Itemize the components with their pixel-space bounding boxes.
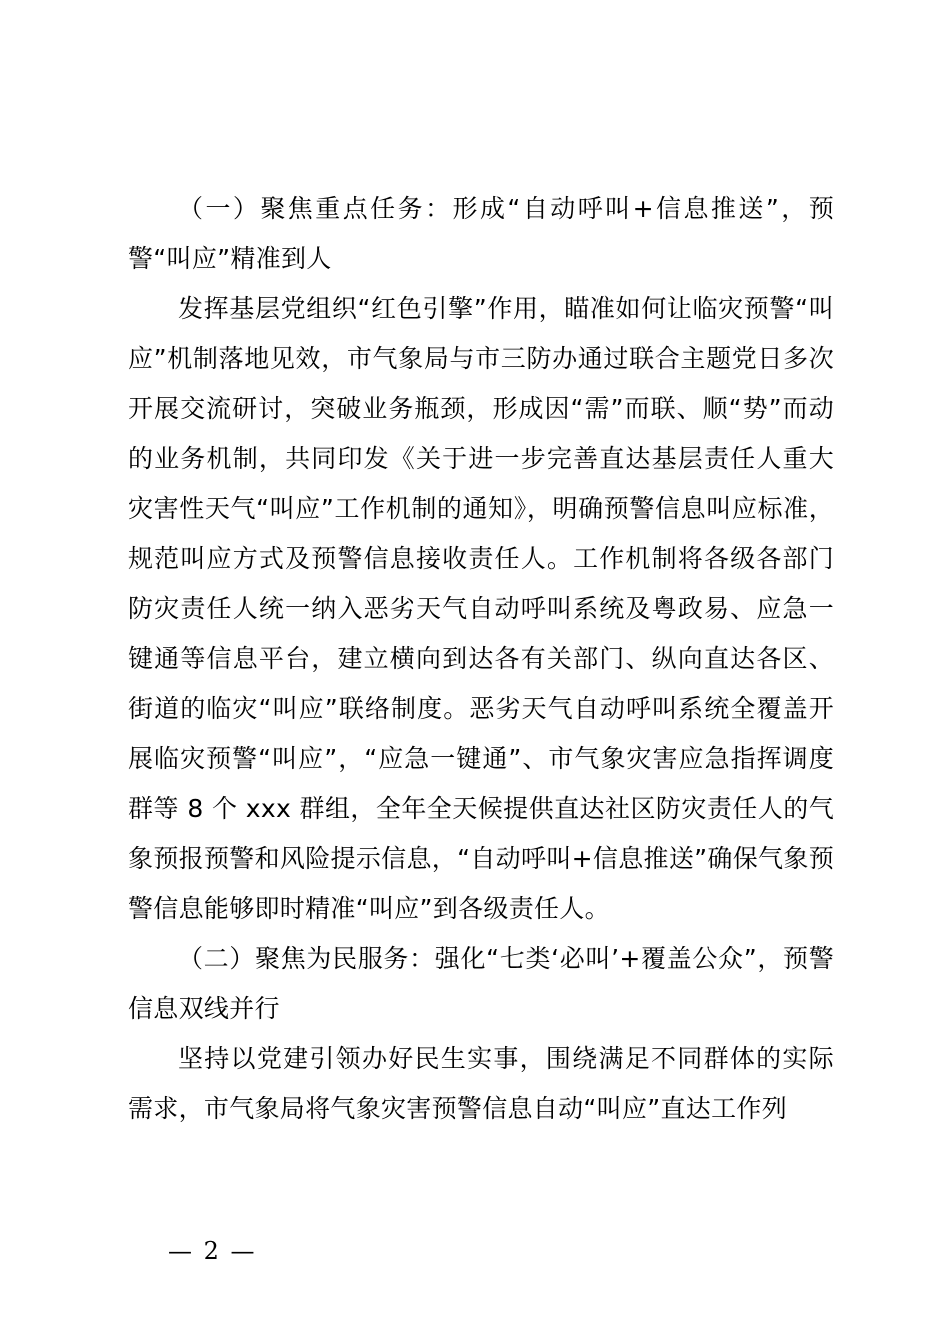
section-heading-2: （二）聚焦为民服务：强化“七类‘必叫’+覆盖公众”，预警信息双线并行 [128, 944, 834, 1023]
section-heading-1: （一）聚焦重点任务：形成“自动呼叫+信息推送”，预警“叫应”精准到人 [128, 194, 834, 273]
body-paragraph-1: 发挥基层党组织“红色引擎”作用，瞄准如何让临灾预警“叫应”机制落地见效，市气象局与市三防办通过联合主题党日多次开展交流研讨，突破业务瓶颈，形成因“需”而联、顺“势”而动的业务机制，共同印发《关于进一步完善直达基层责任人重大灾害性天气“叫应”工作机制的通知》，明确预警信息叫应标准，规范叫应方式及预警信息接收责任人。工作机制将各级各部门防灾责任人统一纳入恶劣天气自动呼叫系统及粤政易、应急一键通等信息平台，建立横向到达各有关部门、纵向直达各区、街道的临灾“叫应”联络制度。恶劣天气自动呼叫系统全覆盖开展临灾预警“叫应”，“应急一键通”、市气象灾害应急指挥调度群等 8 个 xxx 群组，全年全天候提供直达社区防灾责任人的气象预报预警和风险提示信息，“自动呼叫+信息推送”确保气象预警信息能够即时精准“叫应”到各级责任人。 [128, 294, 834, 923]
page-number: — 2 — [168, 1237, 257, 1265]
body-paragraph-2: 坚持以党建引领办好民生实事，围绕满足不同群体的实际需求，市气象局将气象灾害预警信息自动“叫应”直达工作列 [128, 1044, 834, 1123]
document-body [128, 184, 834, 1134]
